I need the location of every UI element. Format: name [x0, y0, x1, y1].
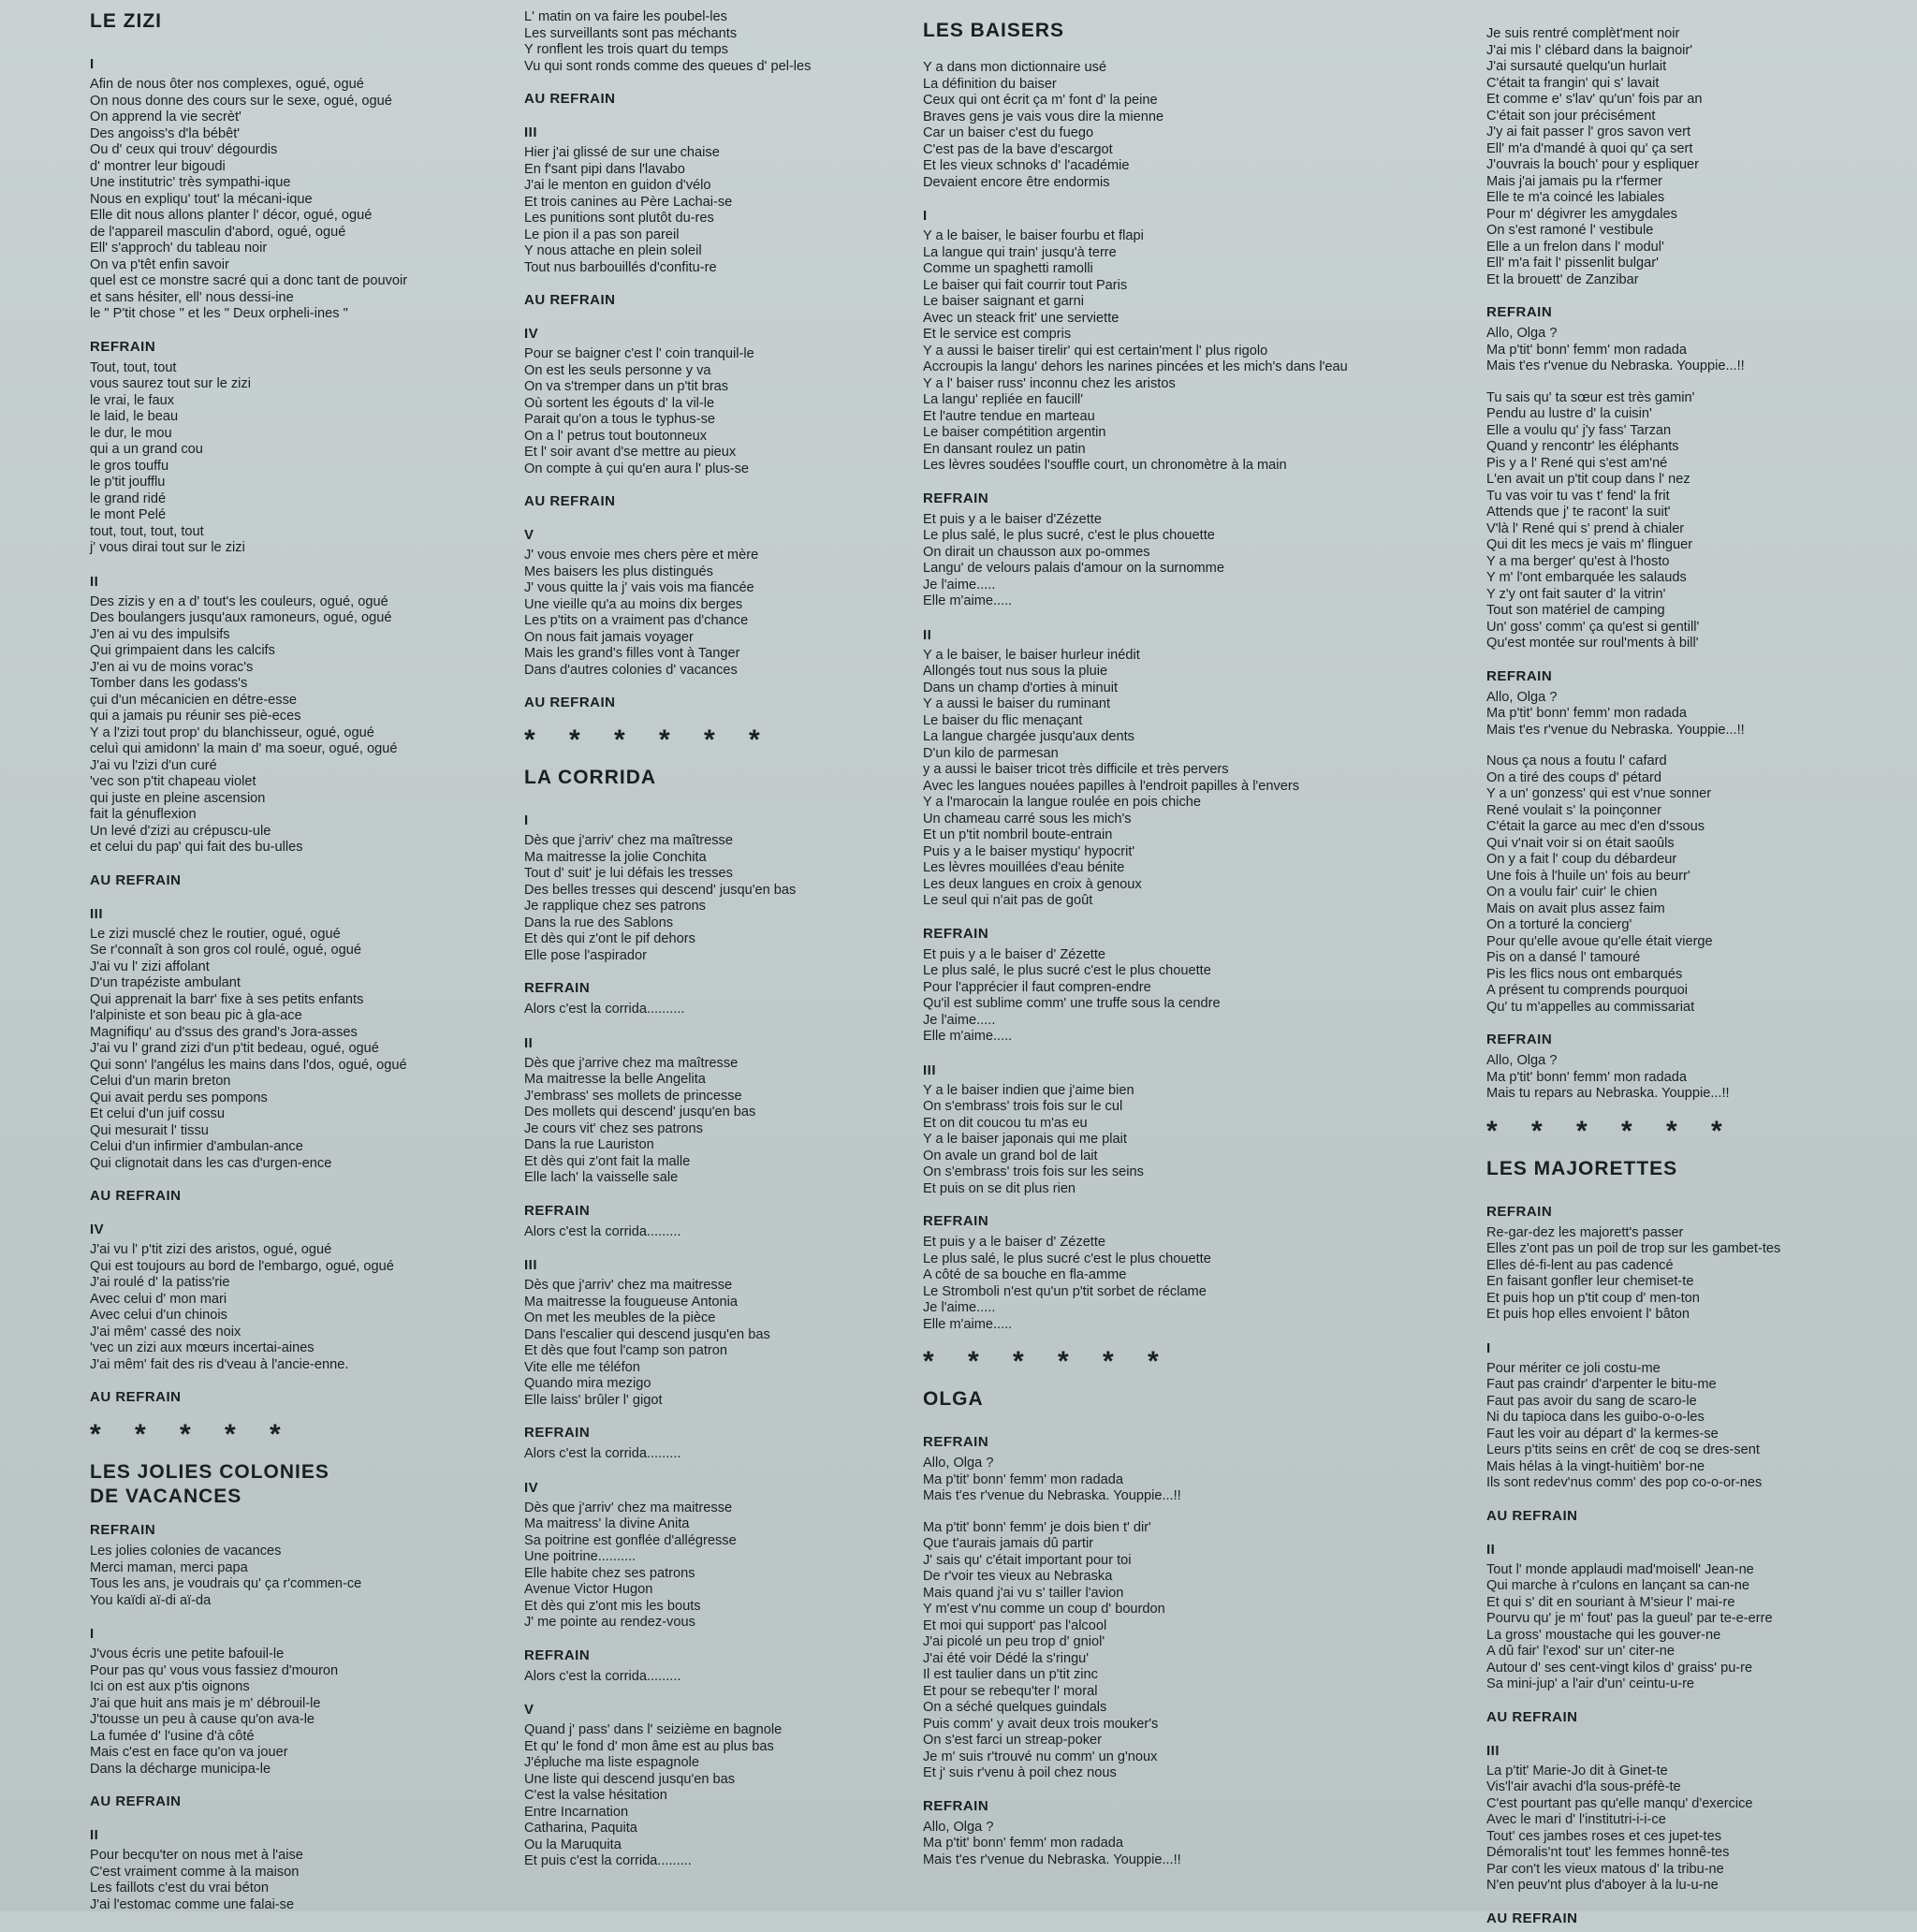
verse-number: II	[524, 1034, 534, 1051]
refrain-lines: Allo, Olga ? Ma p'tit' bonn' femm' mon radada Mais t'es r'venue du Nebraska. Youppie...!!	[923, 1819, 1181, 1867]
song-title-les-jolies-colonies: LES JOLIES COLONIES DE VACANCES	[90, 1461, 329, 1507]
star-separator: * * * * * *	[1486, 1115, 1735, 1147]
verse-number: I	[923, 208, 928, 224]
au-refrain-label: AU REFRAIN	[90, 1793, 182, 1809]
song-title-la-corrida: LA CORRIDA	[524, 767, 657, 788]
verse-lines: Y a le baiser, le baiser hurleur inédit Allongés tout nus sous la pluie Dans un champ d'orties à minuit Y a aussi le baiser du ruminant Le baiser du flic menaçant La langue chargée jusqu'aux dents D'un kilo de parmesan y a aussi le baiser tricot très difficile et très pervers Avec les langues nouées papilles à l'endroit papilles à l'envers Y a l'marocain la langue roulée en pois chiche Un chameau carré sous les mich's Et un p'tit nombril boute-entrain Puis y a le baiser mystiqu' hypocrit' Les lèvres mouillées d'eau bénite Les deux langues en croix à genoux Le seul qui n'ait pas de goût	[923, 647, 1300, 908]
refrain-label: REFRAIN	[524, 1202, 591, 1219]
verse-number: III	[923, 1061, 937, 1078]
refrain-lines: Les jolies colonies de vacances Merci maman, merci papa Tous les ans, je voudrais qu' ça r'commen-ce You kaïdi aï-di aï-da	[90, 1544, 362, 1608]
verse-number: III	[1486, 1742, 1500, 1759]
verse-number: I	[1486, 1339, 1491, 1356]
refrain-label: REFRAIN	[923, 1797, 989, 1814]
verse-lines: Dès que j'arriv' chez ma maitresse Ma maitresse la fougueuse Antonia On met les meubles de la pièce Dans l'escalier qui descend jusqu'en bas Et dès que fout l'camp son patron Vite elle me téléfon Quando mira mezigo Elle laiss' brûler l' gigot	[524, 1278, 770, 1408]
verse-lines: J'ai vu l' p'tit zizi des aristos, ogué, ogué Qui est toujours au bord de l'embargo, ogué, ogué J'ai roulé d' la patiss'rie Avec celui d' mon mari Avec celui d'un chinois J'ai mêm' cassé des noix 'vec un zizi aux mœurs incertai-aines J'ai mêm' fait des ris d'veau à l'ancie-enne.	[90, 1242, 394, 1372]
verse-number: I	[90, 1626, 95, 1642]
verse-lines: Afin de nous ôter nos complexes, ogué, ogué On nous donne des cours sur le sexe, ogué, ogué On apprend la vie secrèt' Des angoiss's d'la bébêt' Ou d' ceux qui trouv' dégourdis d' montrer leur bigoudi Une institutric' très sympathi-ique Nous en expliqu' tout' la mécani-ique Elle dit nous allons planter l' décor, ogué, ogué de l'appareil masculin d'abord, ogué, ogué Ell' s'approch' du tableau noir On va p'têt enfin savoir quel est ce monstre sacré qui a donc tant de pouvoir et sans hésiter, ell' nous dessi-ine le " P'tit chose " et les " Deux orpheli-ines "	[90, 77, 408, 321]
verse-number: V	[524, 1702, 534, 1718]
verse-lines: Dès que j'arrive chez ma maîtresse Ma maitresse la belle Angelita J'embrass' ses mollets de princesse Des mollets qui descend' jusqu'en bas Je cours vit' chez ses patrons Dans la rue Lauriston Et dès qui z'ont fait la malle Elle lach' la vaisselle sale	[524, 1055, 756, 1185]
star-separator: * * * * * *	[524, 724, 773, 755]
verse-lines: Hier j'ai glissé de sur une chaise En f'sant pipi dans l'lavabo J'ai le menton en guidon d'vélo Et trois canines au Père Lachai-se Les punitions sont plutôt du-res Le pion il a pas son pareil Y nous attache en plein soleil Tout nus barbouillés d'confitu-re	[524, 145, 733, 275]
verse-lines: Y a le baiser, le baiser fourbu et flapi La langue qui train' jusqu'à terre Comme un spaghetti ramolli Le baiser qui fait courrir tout Paris Le baiser saignant et garni Avec un steack frit' une serviette Et le service est compris Y a aussi le baiser tirelir' qui est certain'ment l' plus rigolo Accroupis la langu' dehors les narines pincées et les mich's dans l'eau Y a l' baiser russ' inconnu chez les aristos La langu' repliée en faucill' Et l'autre tendue en marteau Le baiser compétition argentin En dansant roulez un patin Les lèvres soudées l'souffle court, un chronomètre à la main	[923, 228, 1348, 473]
au-refrain-label: AU REFRAIN	[524, 292, 616, 308]
refrain-label: REFRAIN	[524, 980, 591, 996]
au-refrain-label: AU REFRAIN	[90, 871, 182, 888]
verse-lines: Quand j' pass' dans l' seizième en bagnole Et qu' le fond d' mon âme est au plus bas J'épluche ma liste espagnole Une liste qui descend jusqu'en bas C'est la valse hésitation Entre Incarnation Catharina, Paquita Ou la Maruquita Et puis c'est la corrida.........	[524, 1722, 783, 1868]
refrain-lines: Et puis y a le baiser d'Zézette Le plus salé, le plus sucré, c'est le plus chouette On dirait un chausson aux po-ommes Langu' de velours palais d'amour on la surnomme Je l'aime..... Elle m'aime.....	[923, 511, 1224, 608]
verse-number: III	[524, 124, 538, 140]
star-separator: * * * * *	[90, 1419, 294, 1450]
verse-lines: Pour mériter ce joli costu-me Faut pas craindr' d'arpenter le bitu-me Faut pas avoir du sang de scaro-le Ni du tapioca dans les guibo-o-o-les Faut les voir au départ d' la kermes-se Leurs p'tits seins en crêt' de coq se dres-sent Mais hélas à la vingt-huitièm' bor-ne Ils sont redev'nus comm' des pop co-o-or-nes	[1486, 1360, 1763, 1490]
refrain-label: REFRAIN	[90, 338, 156, 355]
refrain-lines: Allo, Olga ? Ma p'tit' bonn' femm' mon radada Mais tu repars au Nebraska. Youppie...!!	[1486, 1053, 1730, 1101]
verse-lines: J' vous envoie mes chers père et mère Mes baisers les plus distingués J' vous quitte la j' vais vois ma fiancée Une vieille qu'a au moins dix berges Les p'tits on a vraiment pas d'chance On nous fait jamais voyager Mais les grand's filles vont à Tanger Dans d'autres colonies d' vacances	[524, 548, 759, 678]
verse-lines: J'vous écris une petite bafouil-le Pour pas qu' vous vous fassiez d'mouron Ici on est aux p'tis oignons J'ai que huit ans mais je m' débrouil-le J'tousse un peu à cause qu'on ava-le La fumée d' l'usine d'à côté Mais c'est en face qu'on va jouer Dans la décharge municipa-le	[90, 1647, 339, 1777]
verse-number: III	[524, 1257, 538, 1273]
column-3	[923, 9, 1485, 1868]
column-2	[524, 9, 917, 1870]
refrain-label: REFRAIN	[923, 1213, 989, 1229]
au-refrain-label: AU REFRAIN	[524, 91, 616, 107]
song-title-les-baisers: LES BAISERS	[923, 20, 1065, 41]
verse-lines: Dès que j'arriv' chez ma maitresse Ma maitress' la divine Anita Sa poitrine est gonflée d'allégresse Une poitrine.......... Elle habite chez ses patrons Avenue Victor Hugon Et dès qui z'ont mis les bouts J' me pointe au rendez-vous	[524, 1500, 737, 1630]
column-1	[90, 9, 502, 1913]
verse-lines: Ma p'tit' bonn' femm' je dois bien t' dir' Que t'aurais jamais dû partir J' sais qu' c'était important pour toi De r'voir tes vieux au Nebraska Mais quand j'ai vu s' tailler l'avion Y m'est v'nu comme un coup d' bourdon Et moi qui support' pas l'alcool J'ai picolé un peu trop d' gniol' J'ai été voir Dédé la s'ringu' Il est taulier dans un p'tit zinc Et pour se rebequ'ter l' moral On a séché quelques guindals Puis comm' y avait deux trois mouker's On s'est farci un streap-poker Je m' suis r'trouvé nu comm' un g'noux Et j' suis r'venu à poil chez nous	[923, 1519, 1165, 1780]
au-refrain-label: AU REFRAIN	[1486, 1910, 1578, 1926]
refrain-lines: Alors c'est la corrida.........	[524, 1446, 681, 1461]
verse-lines: L' matin on va faire les poubel-les Les surveillants sont pas méchants Y ronflent les trois quart du temps Vu qui sont ronds comme des queues d' pel-les	[524, 9, 812, 74]
refrain-label: REFRAIN	[524, 1647, 591, 1663]
refrain-lines: Alors c'est la corrida.........	[524, 1668, 681, 1684]
au-refrain-label: AU REFRAIN	[1486, 1507, 1578, 1524]
verse-lines: Tu sais qu' ta sœur est très gamin' Pendu au lustre d' la cuisin' Elle a voulu qu' j'y fass' Tarzan Quand y rencontr' les éléphants Pis y a l' René qui s'est am'né L'en avait un p'tit coup dans l' nez Tu vas voir tu vas t' fend' la frit Attends que j' te racont' la suit' V'là l' René qui s' prend à chialer Qui dit les mecs je vais m' flinguer Y a ma berger' qu'est à l'hosto Y m' l'ont embarquée les salauds Y z'y ont fait sauter d' la vitrin' Tout son matériel de camping Un' goss' comm' ça qu'est si gentill' Qu'est montée sur roul'ments à bill'	[1486, 389, 1700, 651]
au-refrain-label: AU REFRAIN	[90, 1389, 182, 1405]
refrain-lines: Alors c'est la corrida..........	[524, 1002, 685, 1017]
song-title-le-zizi: LE ZIZI	[90, 10, 162, 32]
refrain-label: REFRAIN	[1486, 667, 1553, 684]
refrain-lines: Allo, Olga ? Ma p'tit' bonn' femm' mon radada Mais t'es r'venue du Nebraska. Youppie...!!	[923, 1456, 1181, 1503]
verse-number: I	[90, 56, 95, 72]
verse-lines: Des zizis y en a d' tout's les couleurs, ogué, ogué Des boulangers jusqu'aux ramoneurs, ogué, ogué J'en ai vu des impulsifs Qui grimpaient dans les calcifs J'en ai vu de moins vorac's Tomber dans les godass's çui d'un mécanicien en détre-esse qui a jamais pu réunir ses piè-eces Y a l'zizi tout prop' du blanchisseur, ogué, ogué celuì qui amidonn' la main d' ma soeur, ogué, ogué J'ai vu l'zizi d'un curé 'vec son p'tit chapeau violet qui juste en pleine ascension fait la génuflexion Un levé d'zizi au crépuscu-ule et celui du pap' qui fait des bu-ulles	[90, 593, 398, 855]
verse-lines: Pour se baigner c'est l' coin tranquil-le On est les seuls personne y va On va s'tremper dans un p'tit bras Où sortent les égouts d' la vil-le Parait qu'on a tous le typhus-se On a l' petrus tout boutonneux Et l' soir avant d'se mettre au pieux On compte à çui qu'en aura l' plus-se	[524, 346, 754, 476]
refrain-label: REFRAIN	[524, 1425, 591, 1441]
refrain-lines: Allo, Olga ? Ma p'tit' bonn' femm' mon radada Mais t'es r'venue du Nebraska. Youppie...!!	[1486, 689, 1745, 738]
au-refrain-label: AU REFRAIN	[1486, 1708, 1578, 1725]
refrain-label: REFRAIN	[1486, 1203, 1553, 1220]
song-title-les-majorettes: LES MAJORETTES	[1486, 1157, 1678, 1179]
intro-lines: Y a dans mon dictionnaire usé La définition du baiser Ceux qui ont écrit ça m' font d' la peine Braves gens je vais vous dire la mienne Car un baiser c'est du fuego C'est pas de la bave d'escargot Et les vieux schnoks d' l'académie Devaient encore être endormis	[923, 60, 1164, 190]
refrain-label: REFRAIN	[923, 490, 989, 506]
verse-lines: Pour becqu'ter on nous met à l'aise C'est vraiment comme à la maison Les faillots c'est du vrai béton J'ai l'estomac comme une falai-se	[90, 1848, 303, 1912]
refrain-lines: Et puis y a le baiser d' Zézette Le plus salé, le plus sucré c'est le plus chouette Pour l'apprécier il faut compren-endre Qu'il est sublime comm' une truffe sous la cendre Je l'aime..... Elle m'aime.....	[923, 946, 1221, 1044]
refrain-label: REFRAIN	[1486, 304, 1553, 320]
refrain-label: REFRAIN	[923, 1434, 989, 1450]
refrain-label: REFRAIN	[90, 1522, 156, 1538]
song-title-olga: OLGA	[923, 1388, 984, 1410]
verse-number: V	[524, 527, 534, 543]
refrain-lines: Re-gar-dez les majorett's passer Elles z'ont pas un poil de trop sur les gambet-tes Elles dé-fi-lent au pas cadencé En faisant gonfler leur chemiset-te Et puis hop un p'tit coup d' men-ton Et puis hop elles envoient l' bâton	[1486, 1224, 1781, 1322]
verse-lines: Tout l' monde applaudi mad'moisell' Jean-ne Qui marche à r'culons en lançant sa can-ne Et qui s' dit en souriant à M'sieur l' mai-re Pourvu qu' je m' fout' pas la gueul' par te-e-erre La gross' moustache qui les gouver-ne A dû fair' l'exod' sur un' citer-ne Autour d' ses cent-vingt kilos d' graiss' pu-re Sa mini-jup' a l'air d'un' ceintu-u-re	[1486, 1561, 1773, 1691]
verse-number: II	[1486, 1541, 1496, 1558]
refrain-lines: Et puis y a le baiser d' Zézette Le plus salé, le plus sucré c'est le plus chouette A côté de sa bouche en fla-amme Le Stromboli n'est qu'un p'tit sorbet de réclame Je l'aime..... Elle m'aime.....	[923, 1235, 1211, 1332]
au-refrain-label: AU REFRAIN	[90, 1188, 182, 1204]
verse-lines: La p'tit' Marie-Jo dit à Ginet-te Vis'l'air avachi d'la sous-préfè-te C'est pourtant pas qu'elle manqu' d'exercice Avec le mari d' l'institutri-i-i-ce Tout' ces jambes roses et ces jupet-tes Démoralis'nt tout' les femmes honnê-tes Par con't les vieux matous d' la tribu-ne N'en peuv'nt plus d'aboyer à la lu-u-ne	[1486, 1763, 1753, 1893]
verse-lines: Dès que j'arriv' chez ma maîtresse Ma maitresse la jolie Conchita Tout d' suit' je lui défais les tresses Des belles tresses qui descend' jusqu'en bas Je rapplique chez ses patrons Dans la rue des Sablons Et dès qui z'ont le pif dehors Elle pose l'aspirador	[524, 833, 797, 963]
refrain-lines: Allo, Olga ? Ma p'tit' bonn' femm' mon radada Mais t'es r'venue du Nebraska. Youppie...!!	[1486, 326, 1745, 373]
column-4	[1486, 9, 1913, 1932]
verse-number: IV	[524, 326, 539, 342]
au-refrain-label: AU REFRAIN	[524, 493, 616, 509]
au-refrain-label: AU REFRAIN	[524, 695, 616, 710]
verse-number: II	[923, 626, 932, 643]
verse-lines: Y a le baiser indien que j'aime bien On s'embrass' trois fois sur le cul Et on dit coucou tu m'as eu Y a le baiser japonais qui me plait On avale un grand bol de lait On s'embrass' trois fois sur les seins Et puis on se dit plus rien	[923, 1082, 1144, 1196]
verse-lines: Je suis rentré complèt'ment noir J'ai mis l' clébard dans la baignoir' J'ai sursauté quelqu'un hurlait C'était ta frangin' qui s' lavait Et comme e' s'lav' qu'un' fois par an C'était son jour précisément J'y ai fait passer l' gros savon vert Ell' m'a d'mandé à quoi qu' ça sert J'ouvrais la bouch' pour y espliquer Mais j'ai jamais pu la r'fermer Elle te m'a coincé les labiales Pour m' dégivrer les amygdales On s'est ramoné l' vestibule Elle a un frelon dans l' modul' Ell' m'a fait l' pissenlit bulgar' Et la brouett' de Zanzibar	[1486, 26, 1703, 287]
verse-number: IV	[524, 1479, 539, 1496]
verse-lines: Nous ça nous a foutu l' cafard On a tiré des coups d' pétard Y a un' gonzess' qui est v'nue sonner René voulait s' la poinçonner C'était la garce au mec d'en d'ssous Qui v'nait voir si on était saoûls On y a fait l' coup du débardeur Une fois à l'huile un' fois au beurr' On a voulu fair' cuir' le chien Mais on avait plus assez faim On a torturé la concierg' Pour qu'elle avoue qu'elle était vierge Pis on a dansé l' tamouré Pis les flics nous ont embarqués A présent tu comprends pourquoi Qu' tu m'appelles au commissariat	[1486, 754, 1713, 1015]
verse-number: II	[90, 573, 99, 590]
refrain-lines: Alors c'est la corrida.........	[524, 1223, 681, 1239]
star-separator: * * * * * *	[923, 1346, 1172, 1377]
refrain-label: REFRAIN	[1486, 1032, 1553, 1047]
verse-number: IV	[90, 1222, 105, 1237]
refrain-lines: Tout, tout, tout vous saurez tout sur le zizi le vrai, le faux le laid, le beau le dur, le mou qui a un grand cou le gros touffu le p'tit joufflu le grand ridé le mont Pelé tout, tout, tout, tout j' vous dirai tout sur le zizi	[90, 359, 251, 555]
verse-lines: Le zizi musclé chez le routier, ogué, ogué Se r'connaît à son gros col roulé, ogué, ogué J'ai vu l' zizi affolant D'un trapéziste ambulant Qui apprenait la barr' fixe à ses petits enfants l'alpiniste et son beau pic à gla-ace Magnifiqu' au d'ssus des grand's Jora-asses J'ai vu l' grand zizi d'un p'tit bedeau, ogué, ogué Qui sonn' l'angélus les mains dans l'dos, ogué, ogué Celui d'un marin breton Qui avait perdu ses pompons Et celui d'un juif cossu Qui mesurait l' tissu Celui d'un infirmier d'ambulan-ance Qui clignotait dans les cas d'urgen-ence	[90, 926, 407, 1171]
verse-number: I	[524, 812, 529, 828]
verse-number: II	[90, 1827, 99, 1843]
refrain-label: REFRAIN	[923, 925, 989, 942]
verse-number: III	[90, 905, 104, 922]
